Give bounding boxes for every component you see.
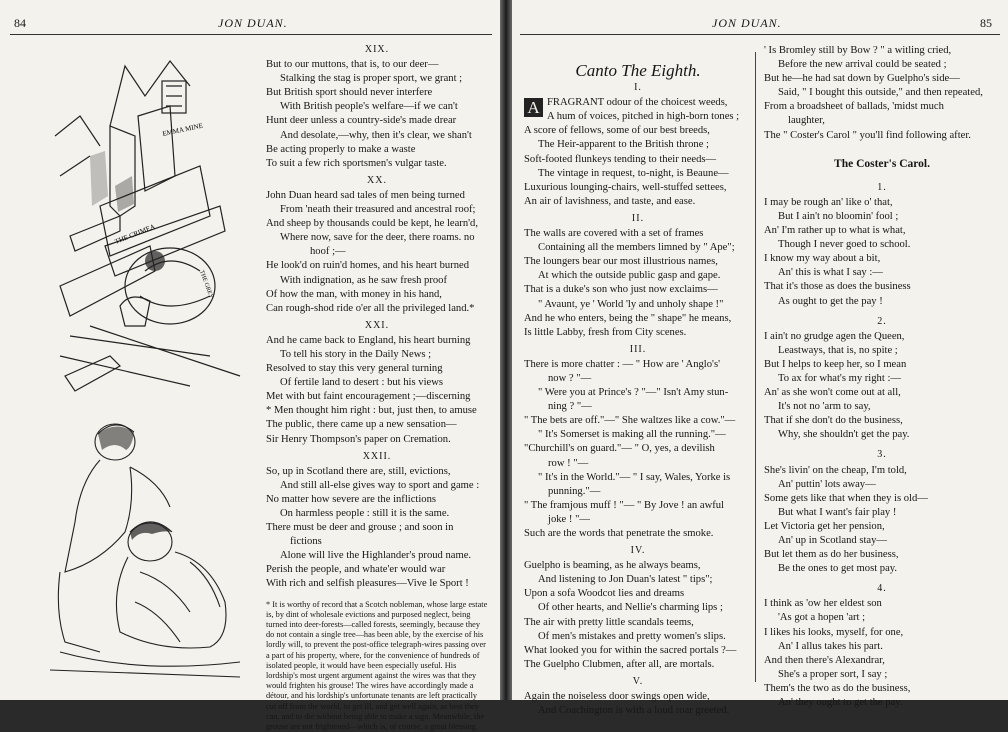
verse-line (524, 485, 752, 499)
verse-line (764, 562, 1000, 576)
verse-line: But he—he had sat down by Guelpho's side— (764, 73, 960, 85)
illustration-label-grey: THE GREY (198, 269, 214, 300)
stanza-numeral: 1. (877, 181, 887, 193)
verse-line (266, 390, 488, 404)
verse-line (524, 195, 752, 209)
verse-line-text: An' they ought to get the pay. (778, 697, 903, 709)
mourning-women-illustration (40, 412, 250, 682)
verse-line (266, 72, 488, 86)
verse-line (266, 259, 488, 273)
verse-line (524, 630, 752, 644)
verse-line-text: Met with but faint encouragement ;—discerning (266, 391, 471, 403)
verse-line (764, 626, 1000, 640)
verse-line-text: That if she don't do the business, (764, 415, 903, 427)
verse-line (764, 386, 1000, 400)
verse-line-text: And listening to Jon Duan's latest " tips"; (538, 574, 713, 586)
column-divider (755, 52, 756, 682)
verse-line (266, 535, 488, 549)
verse-line-text: ning ? "— (548, 401, 592, 413)
header-rule (520, 34, 1000, 35)
verse-line (524, 255, 752, 269)
verse-line (524, 457, 752, 471)
stanza-numeral: XIX. (364, 44, 390, 55)
verse-line-text: " The bets are off."—" She waltzes like a cow."— (524, 415, 736, 427)
verse-line-text: Containing all the members limned by " Ape"; (538, 242, 735, 254)
verse-line (764, 224, 1000, 238)
verse-line-text: Upon a sofa Woodcot lies and dreams (524, 588, 685, 600)
verse-line-text: Of men's mistakes and pretty women's slips. (538, 630, 726, 642)
verse-line-text: Resolved to stay this very general turning (266, 363, 443, 375)
verse-line-text: * Men thought him right : but, just then, to amuse (266, 405, 477, 417)
verse-line-text: Sir Henry Thompson's paper on Cremation. (266, 433, 451, 445)
verse-line (764, 668, 1000, 682)
verse-line-text: "Churchill's on guard."— " O, yes, a devilish (524, 443, 715, 455)
verse-line-text: Soft-footed flunkeys tending to their needs— (524, 153, 717, 165)
verse-line-text: The air with pretty little scandals teems, (524, 616, 694, 628)
verse-line (266, 507, 488, 521)
verse-line-text: I likes his looks, myself, for one, (764, 626, 904, 638)
verse-line (266, 465, 488, 479)
verse-line (266, 334, 488, 348)
verse-line (524, 704, 752, 718)
running-head: JON DUAN. (218, 16, 288, 30)
left-text-column (266, 40, 488, 732)
verse-line (266, 86, 488, 100)
verse-line-text: And desolate,—why, then it's clear, we shan't (280, 129, 472, 141)
verse-line-text: Stalking the stag is proper sport, we grant ; (280, 73, 463, 85)
drop-cap: A (524, 98, 543, 117)
verse-line (266, 362, 488, 376)
verse-line (764, 478, 1000, 492)
verse-line-text: An' I'm rather up to what is what, (764, 225, 906, 237)
verse-line (266, 302, 488, 316)
right-page-header (512, 6, 1008, 36)
verse-line-text: joke ! "— (548, 513, 590, 525)
verse-line-text: Can rough-shod ride o'er all the privileged land.* (266, 302, 475, 314)
stanza-numeral: 4. (877, 583, 887, 595)
verse-line (266, 348, 488, 362)
verse-line-text: " Were you at Prince's ? "—" Isn't Amy stun- (538, 387, 729, 399)
verse-line-text: An' I allus takes his part. (778, 640, 883, 652)
verse-line (524, 690, 752, 704)
verse-line (764, 506, 1000, 520)
ruined-cottage-drawing (50, 56, 250, 396)
verse-line (764, 372, 1000, 386)
mourning-women-drawing (40, 412, 250, 682)
verse-line-text: And sheep by thousands could be kept, he learn'd, (266, 218, 478, 230)
verse-line-text: Of other hearts, and Nellie's charming lips ; (538, 602, 723, 614)
right-page (512, 0, 1008, 717)
verse-line-text: He look'd on ruin'd homes, and his heart burned (266, 260, 469, 272)
verse-line (524, 124, 752, 138)
verse-line (524, 153, 752, 167)
stanza-numeral: V. (632, 675, 644, 687)
verse-line (764, 358, 1000, 372)
verse-line-text: Alone will live the Highlander's proud name. (280, 550, 472, 562)
stanza-numeral: XXI. (364, 319, 390, 331)
verse-line-text: With rich and selfish pleasures—Vive le Sport ! (266, 578, 469, 590)
verse-line (524, 386, 752, 400)
verse-line (764, 238, 1000, 252)
running-head: JON DUAN. (712, 16, 782, 30)
stanza-numeral: XXII. (362, 450, 392, 462)
verse-line-text: Luxurious lounging-chairs, well-stuffed settees, (524, 181, 727, 193)
verse-line (266, 433, 488, 447)
canto-title: Canto The Eighth. (575, 61, 701, 80)
verse-line: From a broadsheet of ballads, 'midst much (764, 101, 944, 113)
verse-line (266, 493, 488, 507)
verse-line-text: Though I never goed to school. (778, 239, 911, 251)
verse-line-text: An' up in Scotland stay— (778, 535, 888, 546)
verse-line-text: That is a duke's son who just now exclaims— (524, 284, 718, 296)
verse-line-text: The loungers bear our most illustrious names, (524, 256, 718, 268)
stanza-numeral: I. (634, 82, 642, 94)
verse-line (524, 358, 752, 372)
verse-line-text: Such are the words that penetrate the smoke. (524, 528, 714, 539)
verse-line-text: Of fertile land to desert : but his views (280, 377, 443, 389)
verse-line-text: Be the ones to get most pay. (778, 563, 898, 575)
verse-line (764, 252, 1000, 266)
verse-line (524, 227, 752, 241)
verse-line (524, 283, 752, 297)
verse-line-text: The walls are covered with a set of frames (524, 228, 704, 240)
verse-line (524, 587, 752, 601)
stanza-numeral: II. (631, 212, 645, 224)
verse-line (266, 288, 488, 302)
left-page (0, 0, 500, 731)
verse-line-text: With indignation, as he saw fresh proof (280, 274, 447, 286)
verse-line-text: hoof ;— (310, 246, 346, 258)
illustration-label-crimea: THE CRIMEA (113, 222, 157, 246)
verse-line (266, 549, 488, 563)
verse-line-text: I may be rough an' like o' that, (764, 196, 893, 208)
verse-line (524, 471, 752, 485)
verse-line (266, 100, 488, 114)
verse-line-text: Hunt deer unless a country-side's made drear (266, 115, 457, 127)
verse-line-text: A hum of voices, pitched in high-born tones ; (547, 111, 740, 123)
verse-line-text: A score of fellows, some of our best breeds, (524, 125, 710, 137)
verse-line-text: Of how the man, with money in his hand, (266, 288, 442, 300)
verse-line-text: Let Victoria get her pension, (764, 520, 885, 532)
verse-line (764, 464, 1000, 478)
verse-line (764, 414, 1000, 428)
verse-line-text: " The framjous muff ! "— " By Jove ! an awful (524, 499, 724, 511)
verse-line (266, 376, 488, 390)
verse-line (524, 428, 752, 442)
verse-line-text: Again the noiseless door swings open wide, (524, 691, 710, 703)
verse-line-text: But to our muttons, that is, to our deer— (266, 59, 439, 71)
verse-line (524, 372, 752, 386)
verse-line-text: Some gets like that when they is old— (764, 492, 928, 504)
verse-line (764, 548, 1000, 562)
verse-line (524, 138, 752, 152)
verse-line-text: I think as 'ow her eldest son (764, 598, 882, 610)
verse-line-text: FRAGRANT odour of the choicest weeds, (547, 97, 728, 109)
right-text-column-1 (524, 48, 752, 718)
book-gutter (500, 0, 512, 700)
verse-line-text: The Heir-apparent to the British throne ; (538, 139, 709, 151)
verse-line (266, 404, 488, 418)
verse-line (524, 110, 752, 124)
verse-line (266, 189, 488, 203)
verse-line (764, 520, 1000, 534)
verse-line (764, 196, 1000, 210)
verse-line (266, 274, 488, 288)
verse-line (266, 245, 488, 259)
verse-line-text: An' as she won't come out at all, (764, 387, 901, 399)
verse-line (524, 527, 752, 541)
verse-line (764, 682, 1000, 696)
verse-line-text: To tell his story in the Daily News ; (280, 348, 432, 360)
verse-line-text: But let them as do her business, (764, 549, 899, 561)
header-rule (10, 34, 492, 35)
verse-line-text: With British people's welfare—if we can't (280, 101, 458, 113)
verse-line-text: " It's in the World."— " I say, Wales, Yorke is (538, 471, 731, 483)
verse-line-text: And then there's Alexandrar, (764, 654, 885, 666)
verse-line (524, 181, 752, 195)
verse-line-text: Guelpho is beaming, as he always beams, (524, 560, 701, 572)
verse-line-text: And he came back to England, his heart burning (266, 334, 471, 346)
verse-line (266, 129, 488, 143)
verse-line (524, 269, 752, 283)
verse-line (524, 513, 752, 527)
right-text-column-2 (764, 44, 1000, 710)
verse-line-text: The Guelpho Clubmen, after all, are mortals. (524, 658, 715, 670)
verse-line (266, 231, 488, 245)
verse-line-text: An' puttin' lots away— (778, 478, 876, 490)
verse-line: The " Coster's Carol " you'll find following after. (764, 129, 971, 141)
stanza-numeral: 2. (877, 315, 887, 327)
verse-line (266, 203, 488, 217)
verse-line (266, 114, 488, 128)
verse-line-text: Leastways, that is, no spite ; (778, 344, 898, 356)
verse-line-text: I ain't no grudge agen the Queen, (764, 330, 905, 342)
stanza-numeral: XX. (367, 174, 387, 186)
verse-line-text: At which the outside public gasp and gape. (538, 270, 721, 282)
left-page-header (0, 6, 500, 36)
verse-line-text: fictions (290, 536, 322, 548)
verse-line-text: An' this is what I say :— (778, 267, 883, 279)
verse-line: Before the new arrival could be seated ; (778, 59, 947, 71)
verse-line-text: She's a proper sort, I say ; (778, 668, 888, 680)
verse-line-text: Perish the people, and whate'er would war (266, 564, 446, 576)
stanza-numeral: IV. (630, 545, 646, 557)
verse-line (524, 601, 752, 615)
footnote: * It is worthy of record that a Scotch nobleman, whose large estate is, by dint of wholesale evictions and purposed neglect, being turned into deer-forests—called forests, seemingly, because they do not contain a single tree—has been able, by the exercise of his lordly will, to prevent the post-office telegraph-wires passing over a part of his property, where, for the convenience of hundreds of isolated people, it would have been especially useful. His lordship's most urgent argument against the wires was that they would frighten his grouse! The wires have accordingly made a détour, and his lordship's unfortunate tenants are left practically cut off from the world, to get ill, and get well again, as best they can, and to die without being able to make a sign. Meanwhile, the grouse are not frightened—which is, of course, a great blessing. (266, 599, 488, 731)
verse-line (764, 640, 1000, 654)
verse-line-text: An air of lavishness, and taste, and ease. (524, 195, 696, 207)
verse-line (764, 330, 1000, 344)
verse-line-text: And he who enters, being the " shape" he means, (524, 312, 732, 324)
verse-line-text: No matter how severe are the inflictions (266, 493, 437, 505)
verse-line-text: Be acting properly to make a waste (266, 143, 416, 155)
stanza-numeral: 3. (877, 449, 887, 461)
verse-line-text: I know my way about a bit, (764, 253, 881, 265)
verse-line-text: And Coachington is with a loud roar greeted. (538, 705, 730, 717)
verse-line-text: As ought to get the pay ! (778, 295, 883, 307)
verse-line-text: John Duan heard sad tales of men being turned (266, 189, 465, 201)
verse-line (764, 654, 1000, 668)
verse-line-text: " Avaunt, ye ' World 'ly and unholy shape !" (538, 298, 724, 310)
verse-line-text: But what I want's fair play ! (778, 506, 897, 518)
verse-line-text: And still all-else gives way to sport and game : (280, 479, 480, 491)
verse-line-text: 'As got a hopen 'art ; (778, 612, 866, 624)
verse-line (266, 143, 488, 157)
verse-line (266, 577, 488, 591)
verse-line-text: punning."— (548, 485, 601, 497)
verse-line (524, 573, 752, 587)
verse-line (524, 658, 752, 672)
verse-line-text: So, up in Scotland there are, still, evictions, (266, 465, 451, 477)
verse-line (764, 696, 1000, 710)
verse-line-text: From 'neath their treasured and ancestral roof; (280, 204, 476, 216)
verse-line-text: Where now, save for the deer, there roams. no (280, 232, 475, 244)
verse-line-text: That it's those as does the business (764, 281, 911, 293)
verse-line-text: The public, there came up a new sensation— (266, 419, 457, 431)
verse-line (524, 326, 752, 340)
verse-line (764, 611, 1000, 625)
verse-line-text: Why, she shouldn't get the pay. (778, 429, 910, 441)
verse-line-text: To ax for what's my right :— (778, 372, 901, 384)
verse-line-text: now ? "— (548, 372, 592, 384)
illustration-label-emma: EMMA MINE (161, 121, 204, 138)
verse-line (266, 157, 488, 171)
verse-line (764, 597, 1000, 611)
verse-line-text: Is little Labby, fresh from City scenes. (524, 326, 687, 338)
verse-line (266, 418, 488, 432)
verse-line-text: On harmless people : still it is the same. (280, 508, 450, 519)
page-number: 85 (980, 16, 992, 30)
verse-line (524, 499, 752, 513)
verse-line (764, 295, 1000, 309)
verse-line (764, 400, 1000, 414)
verse-line (764, 534, 1000, 548)
verse-line (266, 479, 488, 493)
verse-line-text: There is more chatter : — " How are ' Anglo's' (524, 358, 720, 370)
verse-line (764, 280, 1000, 294)
verse-line (266, 521, 488, 535)
verse-line (524, 644, 752, 658)
verse-line (764, 492, 1000, 506)
verse-line (524, 442, 752, 456)
verse-line (266, 217, 488, 231)
ruined-cottage-illustration (50, 56, 250, 396)
verse-line-text: But I ain't no bloomin' fool ; (778, 210, 899, 222)
verse-line-text: Them's the two as do the business, (764, 682, 911, 694)
verse-line-text: But I helps to keep her, so I mean (764, 358, 907, 370)
page-number: 84 (14, 16, 26, 30)
verse-line (524, 559, 752, 573)
verse-line (764, 344, 1000, 358)
verse-line-text: She's livin' on the cheap, I'm told, (764, 464, 907, 476)
verse-line (764, 266, 1000, 280)
verse-line (524, 298, 752, 312)
verse-line-text: To suit a few rich sportsmen's vulgar taste. (266, 157, 447, 169)
verse-line-text: But British sport should never interfere (266, 87, 433, 99)
verse-line (524, 400, 752, 414)
verse-line (524, 616, 752, 630)
verse-line-text: " It's Somerset is making all the running."— (538, 429, 726, 441)
verse-line: Said, " I bought this outside," and then repeated, (778, 87, 983, 99)
verse-line (266, 58, 488, 72)
verse-line (524, 312, 752, 326)
verse-line (764, 428, 1000, 442)
verse-line-text: What looked you for within the sacred portals ?— (524, 644, 737, 656)
verse-line (266, 563, 488, 577)
verse-line (524, 241, 752, 255)
verse-line-text: There must be deer and grouse ; and soon in (266, 522, 454, 534)
verse-line: ' Is Bromley still by Bow ? " a witling cried, (764, 45, 952, 56)
verse-line-text: row ! "— (548, 457, 589, 469)
verse-line: laughter, (788, 115, 825, 127)
verse-line (524, 167, 752, 181)
verse-line (764, 210, 1000, 224)
verse-line-text: The vintage in request, to-night, is Beaune— (538, 167, 729, 179)
stanza-numeral: III. (629, 343, 647, 355)
carol-title: The Coster's Carol. (834, 157, 930, 170)
verse-line (524, 414, 752, 428)
verse-line-text: It's not no 'arm to say, (778, 401, 871, 413)
